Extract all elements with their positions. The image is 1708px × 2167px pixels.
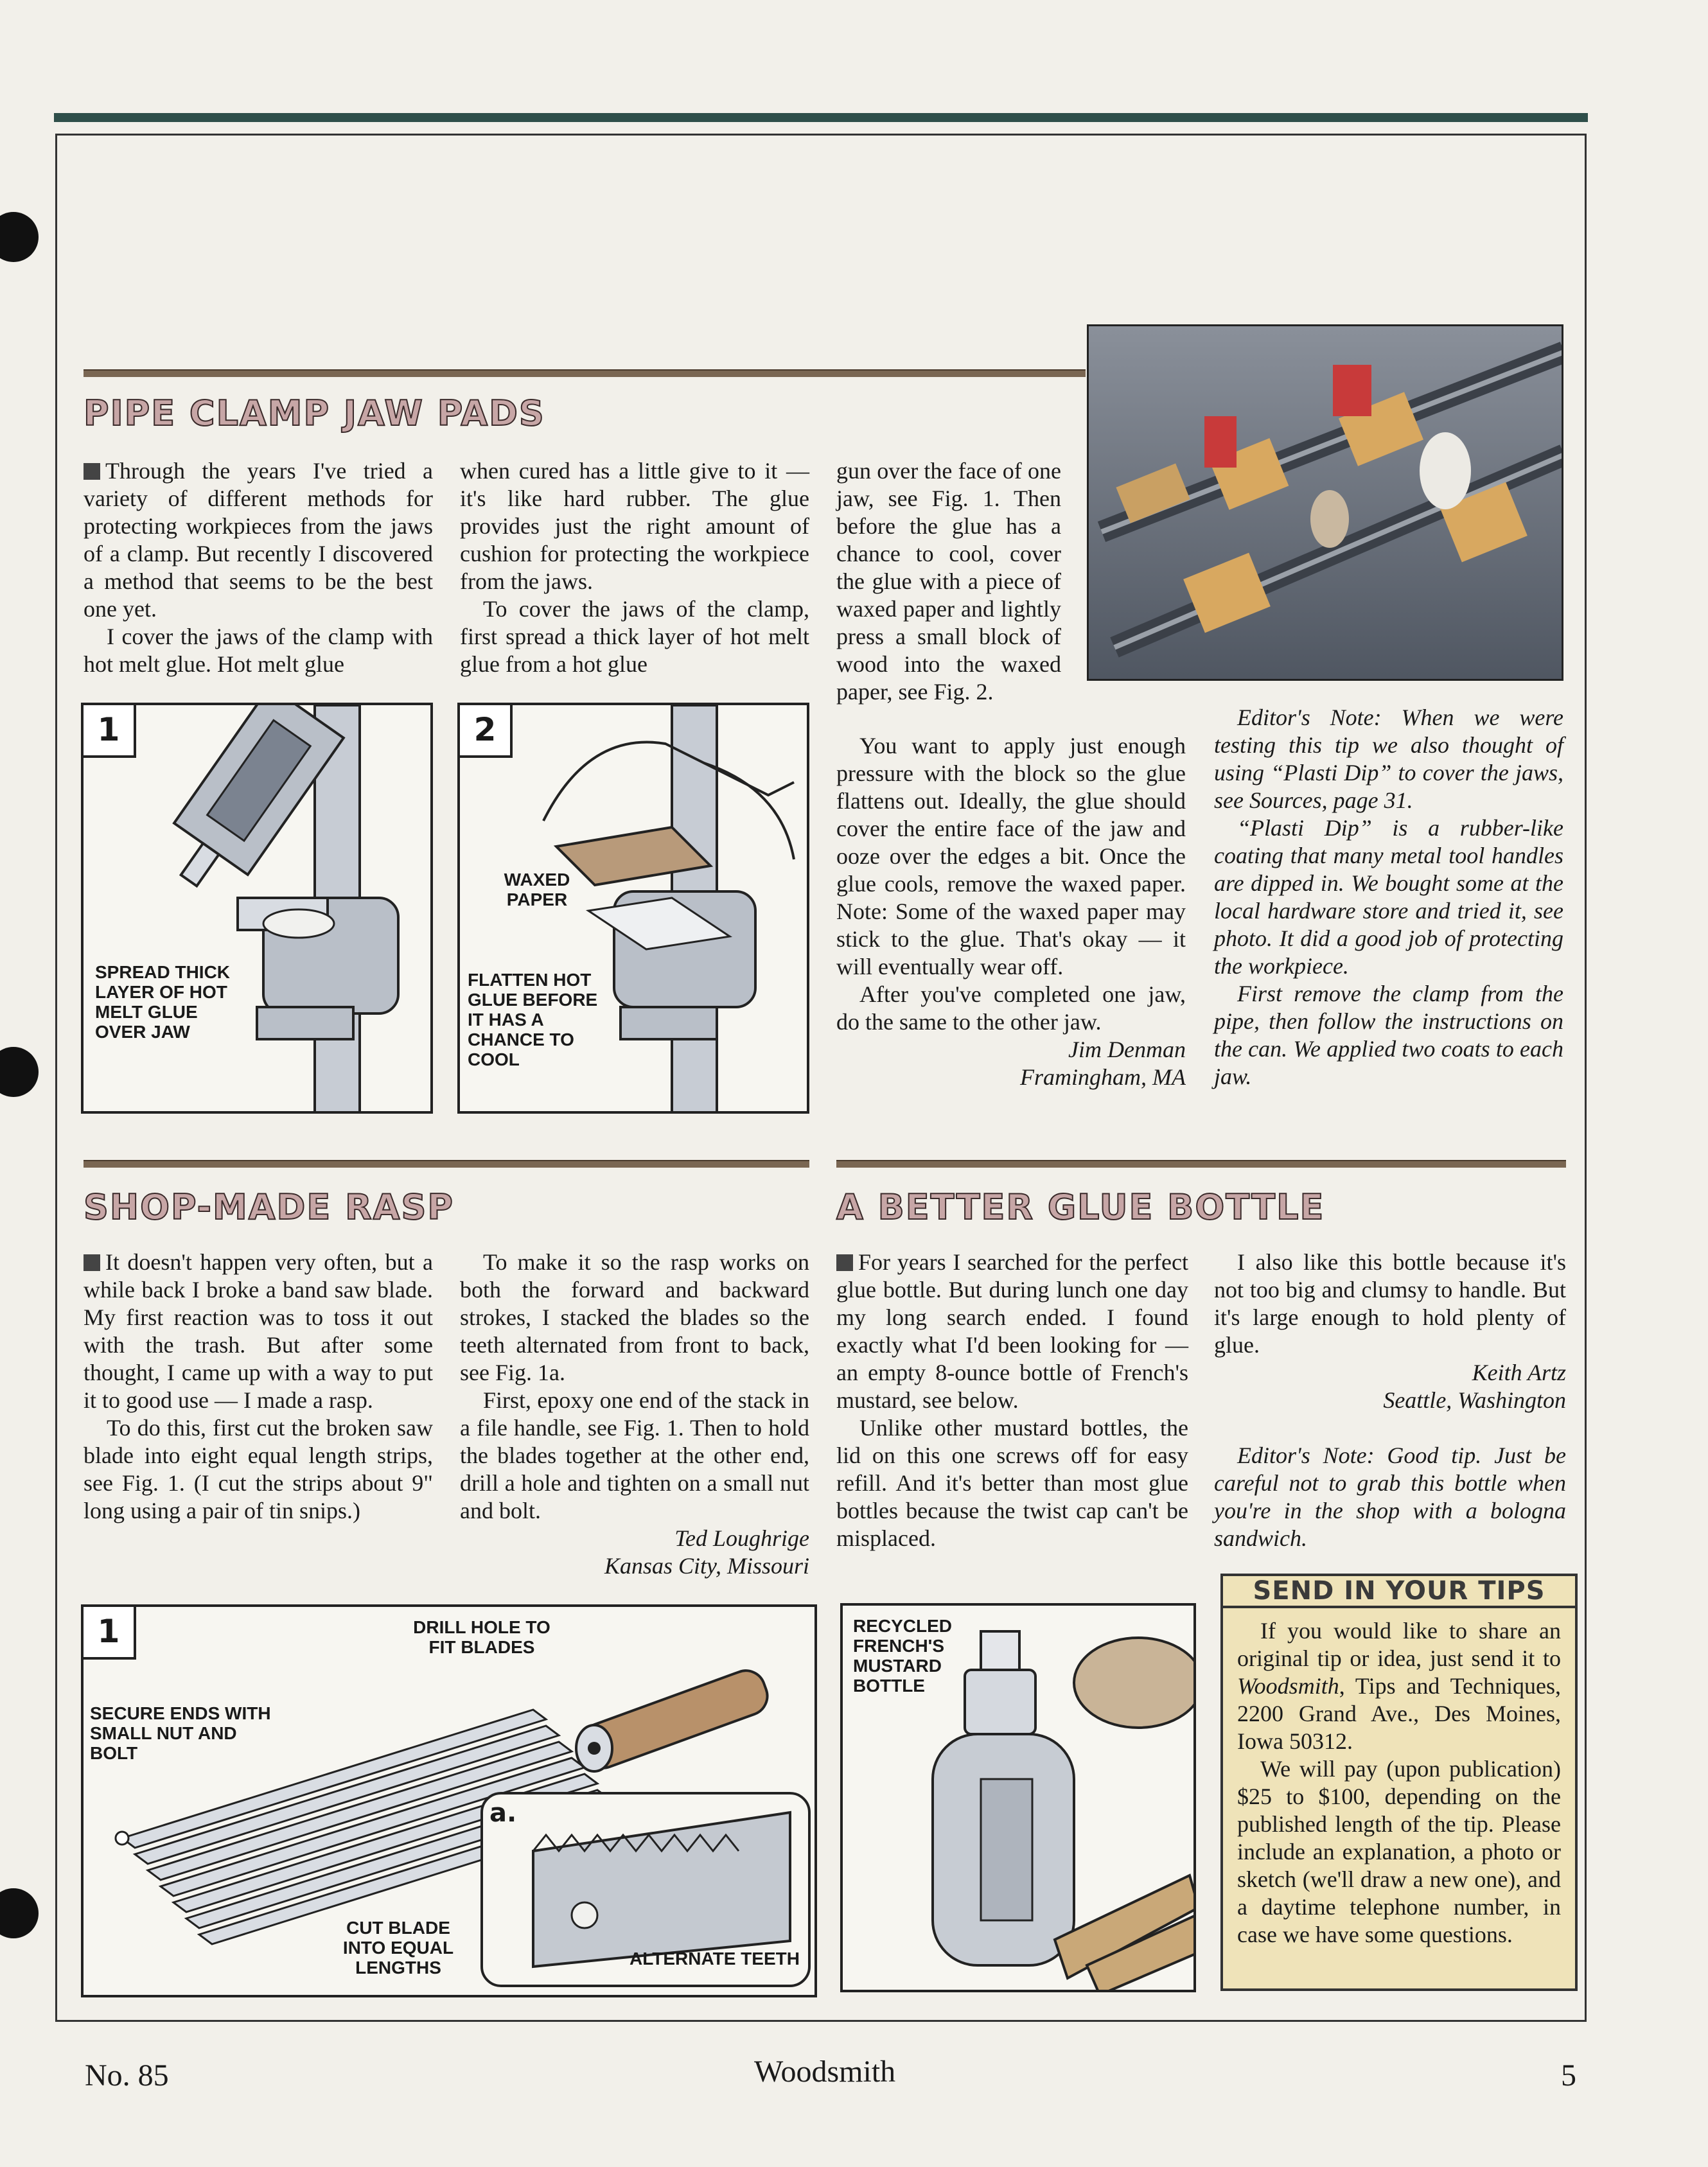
paragraph: You want to apply just enough pressure with the block so the glue flattens out. Ideally, the glue should cover the entire face of the jaw and ooze over the edges a bit. Once the glue cools, remove the waxed paper. Note: Some of the waxed paper may stick to the glue. That's okay — it will eventually wear off. — [836, 733, 1186, 979]
figure-mustard-bottle — [840, 1603, 1196, 1992]
pipe-clamp-col3a — [836, 457, 1061, 706]
glue-bottle-col1 — [836, 1249, 1188, 1552]
author: Ted Loughrige — [674, 1525, 809, 1551]
rasp-title: SHOP-MADE RASP — [84, 1187, 454, 1227]
author: Keith Artz — [1472, 1360, 1566, 1385]
figure-number: 1 — [84, 705, 136, 758]
bullet-square — [84, 1254, 100, 1271]
glue-bottle-col2 — [1214, 1249, 1566, 1552]
mustard-label: RECYCLED FRENCH'S MUSTARD BOTTLE — [853, 1616, 953, 1696]
magazine-name: Woodsmith — [1237, 1673, 1339, 1699]
figure-1-rasp — [81, 1604, 817, 1997]
figure-2-waxed-paper — [457, 703, 809, 1114]
location: Kansas City, Missouri — [604, 1553, 809, 1579]
page-number: 5 — [1561, 2058, 1576, 2092]
location: Framingham, MA — [1020, 1064, 1186, 1090]
tips-payment: We will pay (upon publication) $25 to $100, depending on the published length of the tip. Please include an explanation, a photo or sketch (we'll draw a new one), and a daytime telephone number, in case we have some questions. — [1237, 1756, 1561, 1947]
bullet-square — [836, 1254, 853, 1271]
pipe-clamp-col2 — [460, 457, 809, 678]
paragraph: gun over the face of one jaw, see Fig. 1. Then before the glue has a chance to cool, cover the glue with a piece of waxed paper and lightly press a small block of wood into the waxed paper, see Fig. 2. — [836, 458, 1061, 705]
rasp-col2 — [460, 1249, 809, 1580]
top-bar — [54, 113, 1588, 122]
pipe-clamp-col3b — [836, 732, 1186, 1091]
magazine-name-footer: Woodsmith — [754, 2055, 896, 2089]
paragraph: Through the years I've tried a variety of different methods for protecting workpieces from the jaws of a clamp. But recently I discovered a method that seems to be the best one yet. — [84, 458, 433, 622]
figure-label: FLATTEN HOT GLUE BEFORE IT HAS A CHANCE TO COOL — [468, 970, 598, 1069]
paragraph: Unlike other mustard bottles, the lid on this one screws off for easy refill. And it's better than most glue bottles because the twist cap can't be misplaced. — [836, 1415, 1188, 1551]
pipe-clamp-title: PIPE CLAMP JAW PADS — [84, 393, 545, 434]
paragraph: Editor's Note: When we were testing this tip we also thought of using “Plasti Dip” to cover the jaws, see Sources, page 31. — [1214, 705, 1563, 813]
figure-number: 2 — [460, 705, 513, 758]
location: Seattle, Washington — [1383, 1387, 1566, 1413]
section-rule — [836, 1160, 1566, 1168]
editor-note — [1214, 704, 1563, 1091]
paragraph: I cover the jaws of the clamp with hot melt glue. Hot melt glue — [84, 624, 433, 677]
send-tips-box — [1220, 1574, 1578, 1991]
paragraph: To make it so the rasp works on both the forward and backward strokes, I stacked the blades so the teeth alternated from front to back, see Fig. 1a. — [460, 1249, 809, 1385]
secure-ends-label: SECURE ENDS WITH SMALL NUT AND BOLT — [90, 1703, 271, 1763]
waxed-paper-label: WAXED PAPER — [504, 870, 570, 909]
binder-hole — [0, 1888, 39, 1938]
editor-note: Editor's Note: Good tip. Just be careful not to grab this bottle when you're in the shop with a bologna sandwich. — [1214, 1443, 1566, 1551]
paragraph: “Plasti Dip” is a rubber-like coating that many metal tool handles are dipped in. We bought some at the local hardware store and tried it, see photo. It did a good job of protecting the workpiece. — [1214, 815, 1563, 979]
tips-text: If you would like to share an original tip or idea, just send it to — [1237, 1618, 1561, 1671]
tips-box-body — [1223, 1608, 1575, 1949]
pipe-clamp-col1 — [84, 457, 433, 678]
drill-hole-label: DRILL HOLE TO FIT BLADES — [413, 1617, 550, 1657]
tips-address: , Tips and Techniques, 2200 Grand Ave., Des Moines, Iowa 50312. — [1237, 1673, 1561, 1754]
author: Jim Denman — [1068, 1037, 1186, 1062]
binder-hole — [0, 212, 39, 262]
section-rule — [84, 369, 1086, 377]
figure-1-glue — [81, 703, 433, 1114]
paragraph: For years I searched for the perfect glue bottle. But during lunch one day my long search ended. I found exactly what I'd been looking for — an empty 8-ounce bottle of French's mustard, see below. — [836, 1249, 1188, 1413]
paragraph: To cover the jaws of the clamp, first spread a thick layer of hot melt glue from a hot glue — [460, 596, 809, 677]
paragraph: I also like this bottle because it's not too big and clumsy to handle. But it's large enough to hold plenty of glue. — [1214, 1249, 1566, 1358]
detail-label: a. — [489, 1798, 517, 1828]
binder-hole — [0, 1047, 39, 1097]
paragraph: After you've completed one jaw, do the same to the other jaw. — [836, 981, 1186, 1035]
figure-number: 1 — [84, 1607, 136, 1660]
paragraph: First, epoxy one end of the stack in a file handle, see Fig. 1. Then to hold the blades together at the other end, drill a hole and tighten on a small nut and bolt. — [460, 1387, 809, 1523]
cut-blade-label: CUT BLADE INTO EQUAL LENGTHS — [342, 1918, 454, 1978]
tips-box-title: SEND IN YOUR TIPS — [1223, 1576, 1575, 1608]
paragraph: when cured has a little give to it — it's like hard rubber. The glue provides just the right amount of cushion for protecting the workpiece from the jaws. — [460, 458, 809, 594]
issue-number: No. 85 — [85, 2058, 169, 2092]
paragraph: First remove the clamp from the pipe, then follow the instructions on the can. We applied two coats to each jaw. — [1214, 981, 1563, 1089]
figure-label: SPREAD THICK LAYER OF HOT MELT GLUE OVER JAW — [95, 962, 231, 1042]
glue-bottle-title: A BETTER GLUE BOTTLE — [836, 1187, 1325, 1227]
paragraph: To do this, first cut the broken saw blade into eight equal length strips, see Fig. 1. (I cut the strips about 9" long using a pair of tin snips.) — [84, 1415, 433, 1523]
alternate-teeth-label: ALTERNATE TEETH — [629, 1949, 800, 1969]
clamp-photo — [1087, 324, 1563, 681]
rasp-col1 — [84, 1249, 433, 1525]
paragraph: It doesn't happen very often, but a while back I broke a band saw blade. My first reaction was to toss it out with the trash. But after some thought, I came up with a way to put it to good use — I made a rasp. — [84, 1249, 433, 1413]
bullet-square — [84, 463, 100, 480]
section-rule — [84, 1160, 809, 1168]
